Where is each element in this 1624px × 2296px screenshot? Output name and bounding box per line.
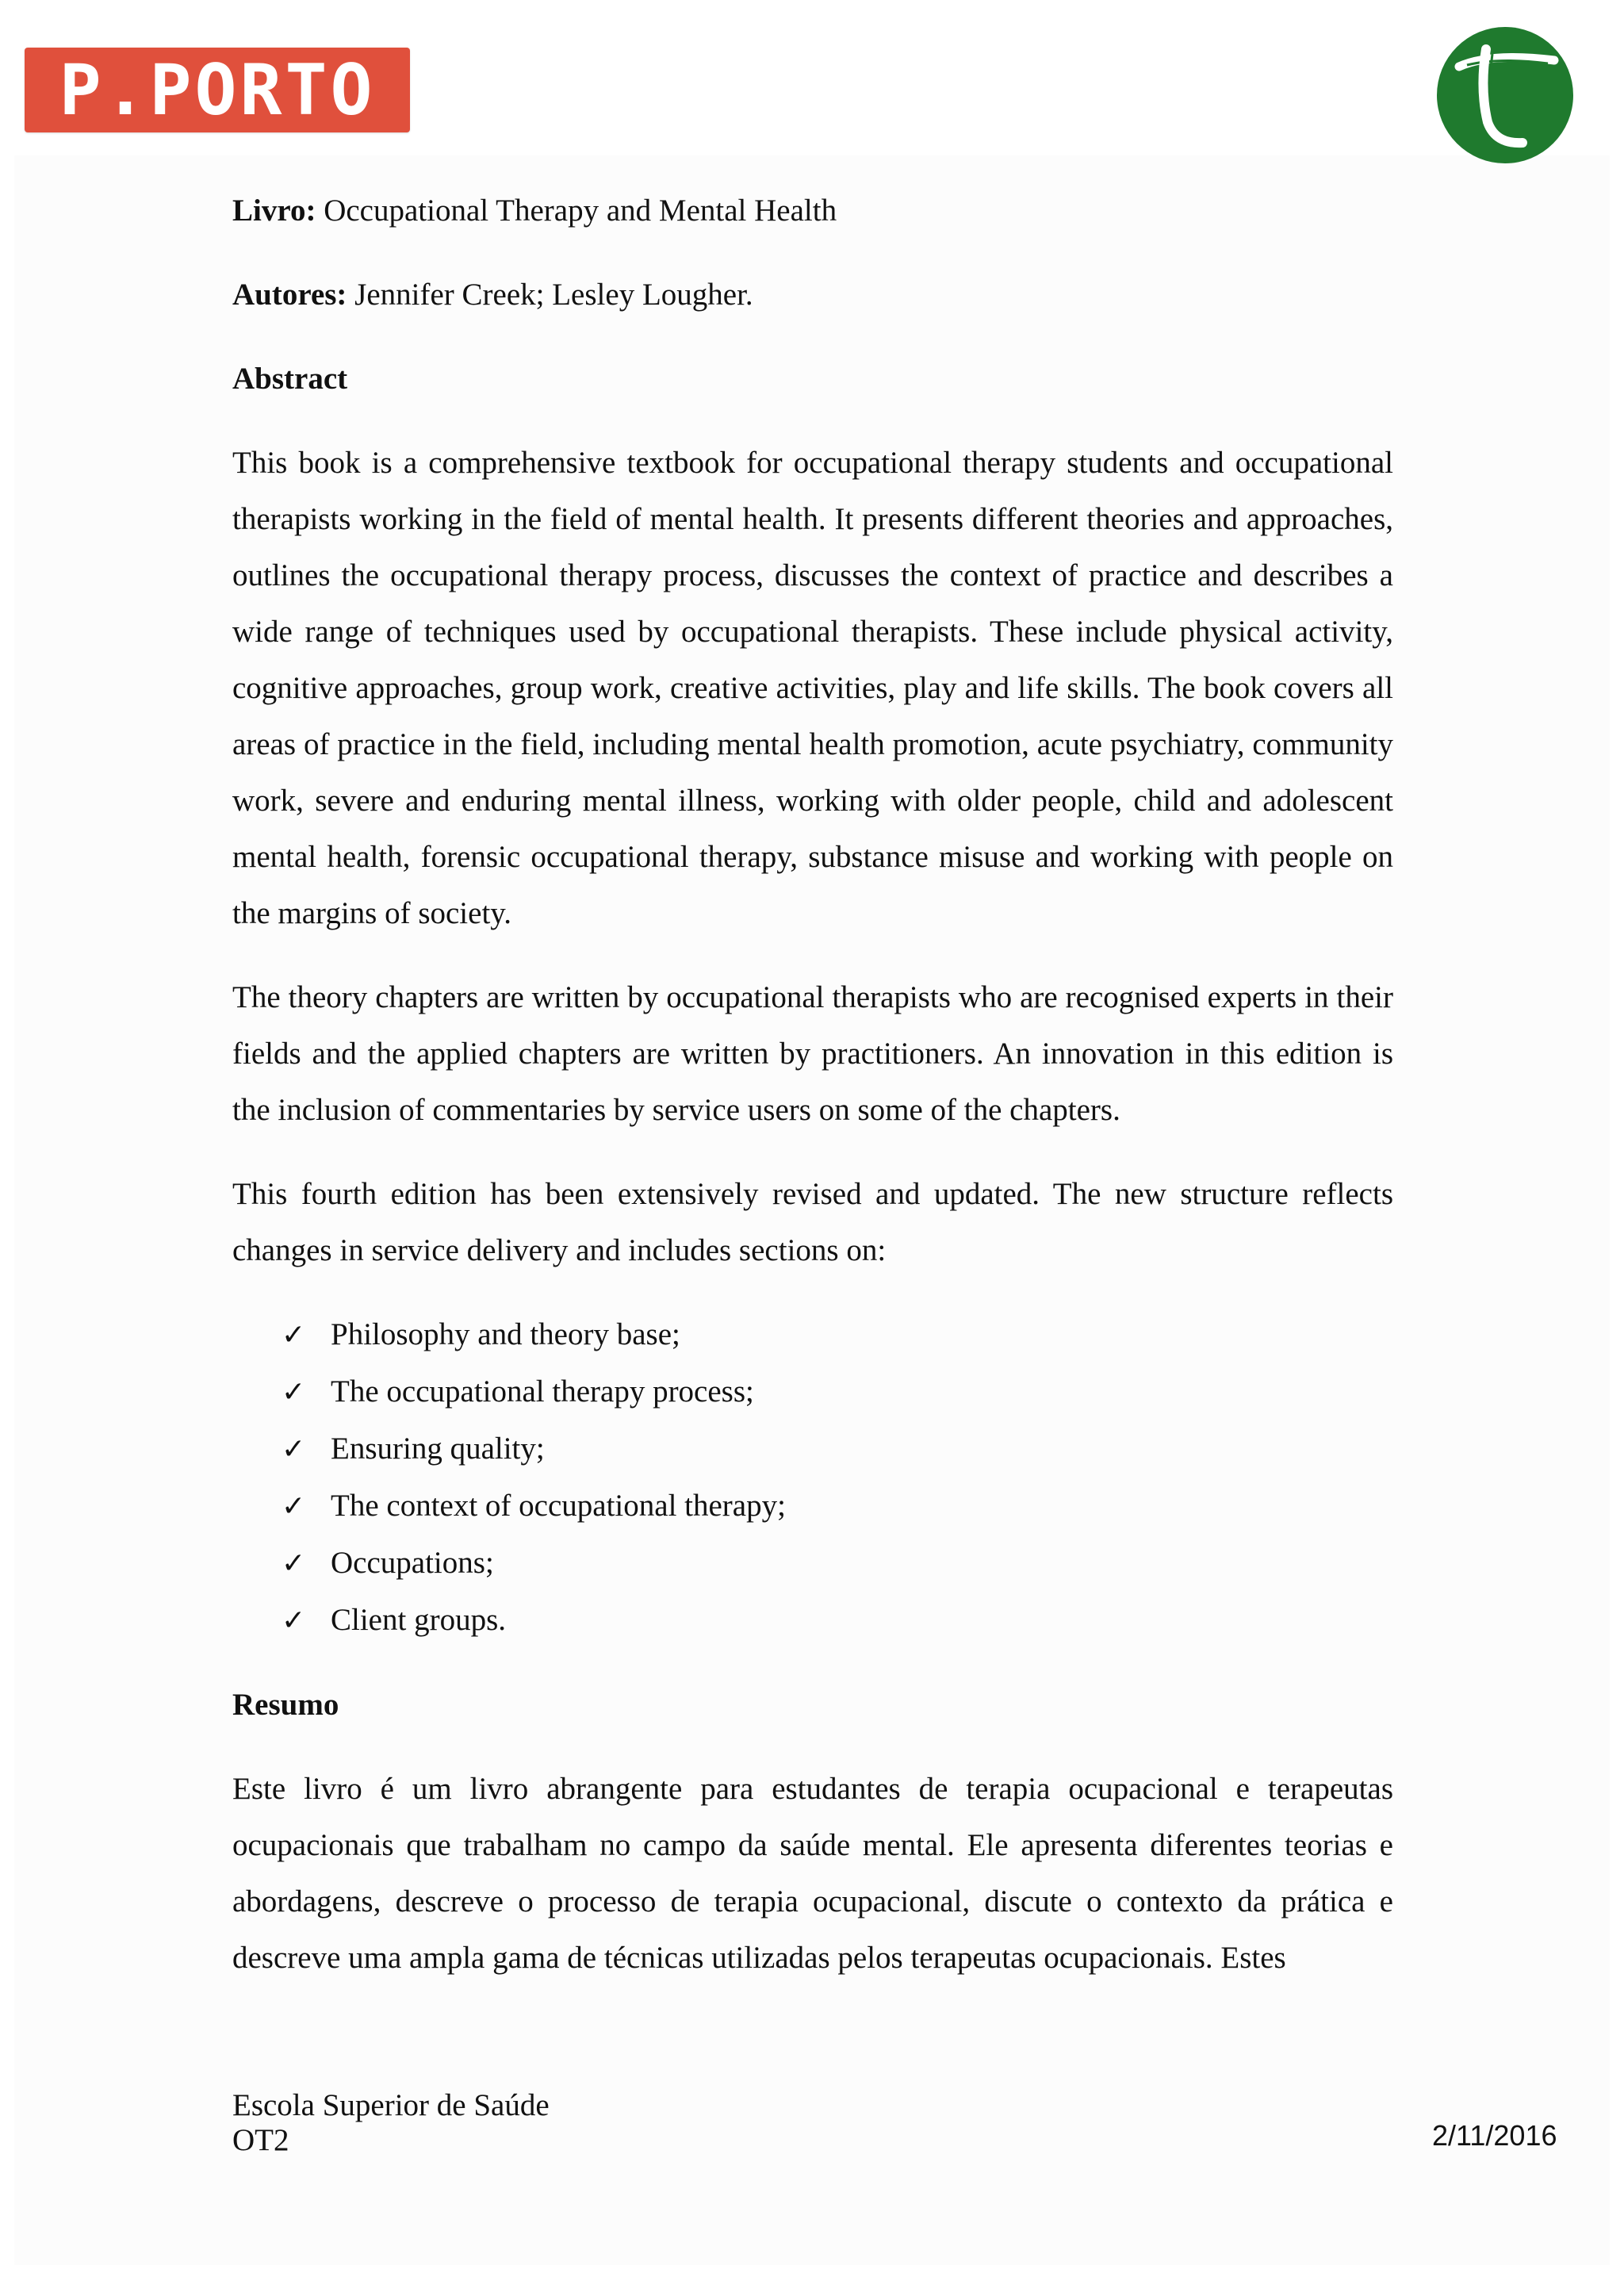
sections-list xyxy=(232,1306,1393,1649)
list-item: ✓ Client groups. xyxy=(282,1592,1393,1649)
list-item: ✓ Philosophy and theory base; xyxy=(282,1306,1393,1363)
list-item: ✓ The occupational therapy process; xyxy=(282,1363,1393,1420)
autores-label: Autores: xyxy=(232,278,347,312)
authors-line xyxy=(232,266,1393,323)
resumo-heading: Resumo xyxy=(232,1688,339,1722)
ess-t-emblem-icon xyxy=(1435,25,1575,165)
list-item: ✓ Ensuring quality; xyxy=(282,1420,1393,1478)
list-item: ✓ The context of occupational therapy; xyxy=(282,1478,1393,1535)
checkmark-icon: ✓ xyxy=(282,1319,306,1351)
checkmark-icon: ✓ xyxy=(282,1547,306,1580)
footer-school: Escola Superior de Saúde xyxy=(232,2088,550,2122)
checkmark-icon: ✓ xyxy=(282,1433,306,1466)
footer-course: OT2 xyxy=(232,2123,289,2157)
document-body xyxy=(232,182,1393,1986)
livro-label: Livro: xyxy=(232,194,316,228)
abstract-paragraph-1: This book is a comprehensive textbook for occupational therapy students and occupational therapists working in the field of mental health. It presents different theories and approaches, outlines the occupational therapy process, discusses the context of practice and describes a wide range of techniques used by occupational therapists. These include physical activity, cognitive approaches, group work, creative activities, play and life skills. The book covers all areas of practice in the field, including mental health promotion, acute psychiatry, community work, severe and enduring mental illness, working with older people, child and adolescent mental health, forensic occupational therapy, substance misuse and working with people on the margins of society. xyxy=(232,446,1393,930)
checkmark-icon: ✓ xyxy=(282,1490,306,1523)
footer-institution xyxy=(232,2088,550,2158)
footer-date: 2/11/2016 xyxy=(1432,2119,1557,2152)
abstract-paragraph-2: The theory chapters are written by occupational therapists who are recognised experts in their fields and the applied chapters are written by practitioners. An innovation in this edition is the inclusion of commentaries by service users on some of the chapters. xyxy=(232,980,1393,1127)
p-porto-logo-text: P.PORTO xyxy=(59,48,376,131)
abstract-heading: Abstract xyxy=(232,362,348,396)
list-item: ✓ Occupations; xyxy=(282,1535,1393,1592)
checkmark-icon: ✓ xyxy=(282,1376,306,1409)
authors: Jennifer Creek; Lesley Lougher. xyxy=(354,278,753,312)
abstract-paragraph-3: This fourth edition has been extensively revised and updated. The new structure reflects changes in service delivery and includes sections on: xyxy=(232,1177,1393,1267)
book-title-line xyxy=(232,182,1393,239)
p-porto-logo xyxy=(25,48,410,132)
book-title: Occupational Therapy and Mental Health xyxy=(324,194,837,228)
resumo-paragraph: Este livro é um livro abrangente para estudantes de terapia ocupacional e terapeutas ocupacionais que trabalham no campo da saúde mental. Ele apresenta diferentes teorias e abordagens, descreve o processo de terapia ocupacional, discute o contexto da prática e descreve uma ampla gama de técnicas utilizadas pelos terapeutas ocupacionais. Estes xyxy=(232,1772,1393,1975)
checkmark-icon: ✓ xyxy=(282,1604,306,1637)
